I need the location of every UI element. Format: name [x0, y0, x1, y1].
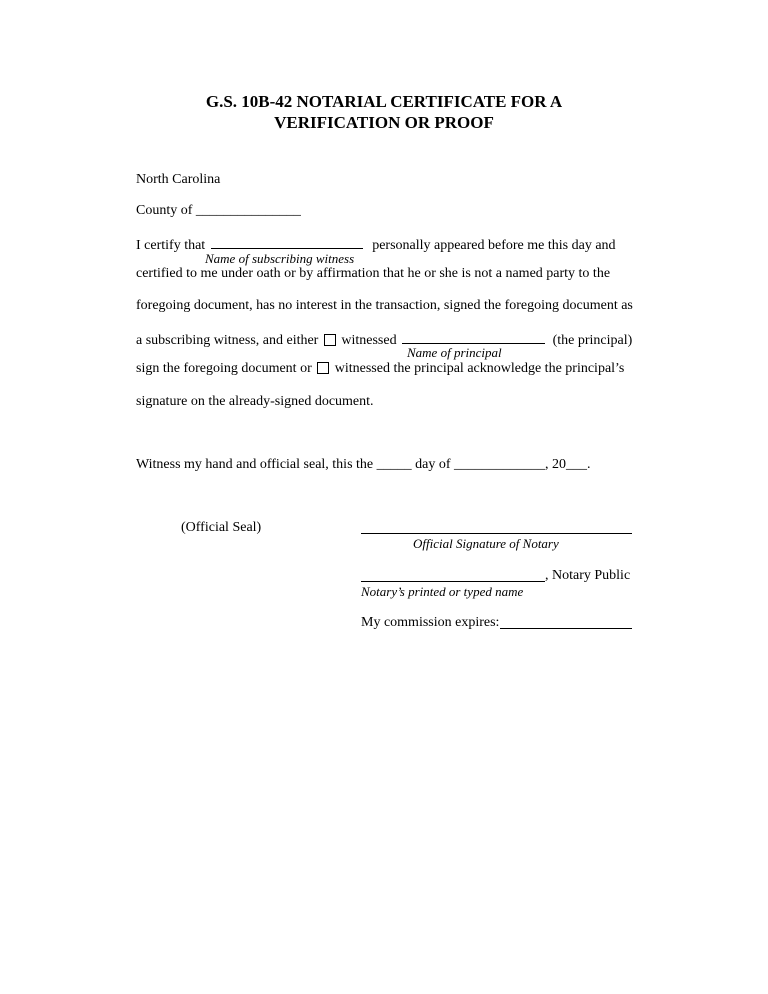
- paragraph-line-3: foregoing document, has no interest in the transaction, signed the foregoing document as: [136, 298, 633, 313]
- signature-caption: Official Signature of Notary: [413, 536, 559, 551]
- witness-name-caption: Name of subscribing witness: [205, 251, 355, 266]
- witness-hand-line: Witness my hand and official seal, this the _____ day of _____________, 20___.: [136, 457, 591, 472]
- signature-line: [361, 533, 632, 534]
- line4-prefix: a subscribing witness, and either: [136, 333, 319, 348]
- paragraph-line-6: signature on the already-signed document.: [136, 394, 374, 409]
- official-seal-label: (Official Seal): [181, 520, 262, 535]
- document-title-line-1: G.S. 10B-42 NOTARIAL CERTIFICATE FOR A: [205, 92, 563, 111]
- witnessed-signing-checkbox[interactable]: [324, 334, 336, 346]
- certify-suffix: personally appeared before me this day and: [372, 238, 616, 253]
- line4-witnessed: witnessed: [341, 333, 397, 348]
- principal-name-blank: [402, 329, 545, 344]
- county-field: County of _______________: [136, 203, 301, 218]
- line5-prefix: sign the foregoing document or: [136, 361, 312, 376]
- line5-suffix: witnessed the principal acknowledge the principal’s: [334, 361, 625, 376]
- paragraph-line-4: [136, 329, 632, 350]
- witnessed-acknowledgment-checkbox[interactable]: [317, 362, 329, 374]
- certify-prefix: I certify that: [136, 238, 206, 253]
- line4-suffix: (the principal): [552, 333, 633, 348]
- printed-name-line: [361, 581, 545, 582]
- printed-name-caption: Notary’s printed or typed name: [361, 584, 524, 599]
- commission-expires-line: [500, 628, 632, 629]
- paragraph-line-5: [136, 360, 624, 378]
- document-title-line-2: VERIFICATION OR PROOF: [274, 113, 494, 132]
- commission-expires-label: My commission expires:: [361, 615, 500, 630]
- notary-public-label: , Notary Public: [545, 568, 631, 583]
- principal-name-caption: Name of principal: [407, 345, 502, 360]
- witness-name-blank: [211, 234, 363, 249]
- state-label: North Carolina: [136, 172, 221, 187]
- paragraph-line-2: certified to me under oath or by affirmation that he or she is not a named party to the: [136, 266, 611, 281]
